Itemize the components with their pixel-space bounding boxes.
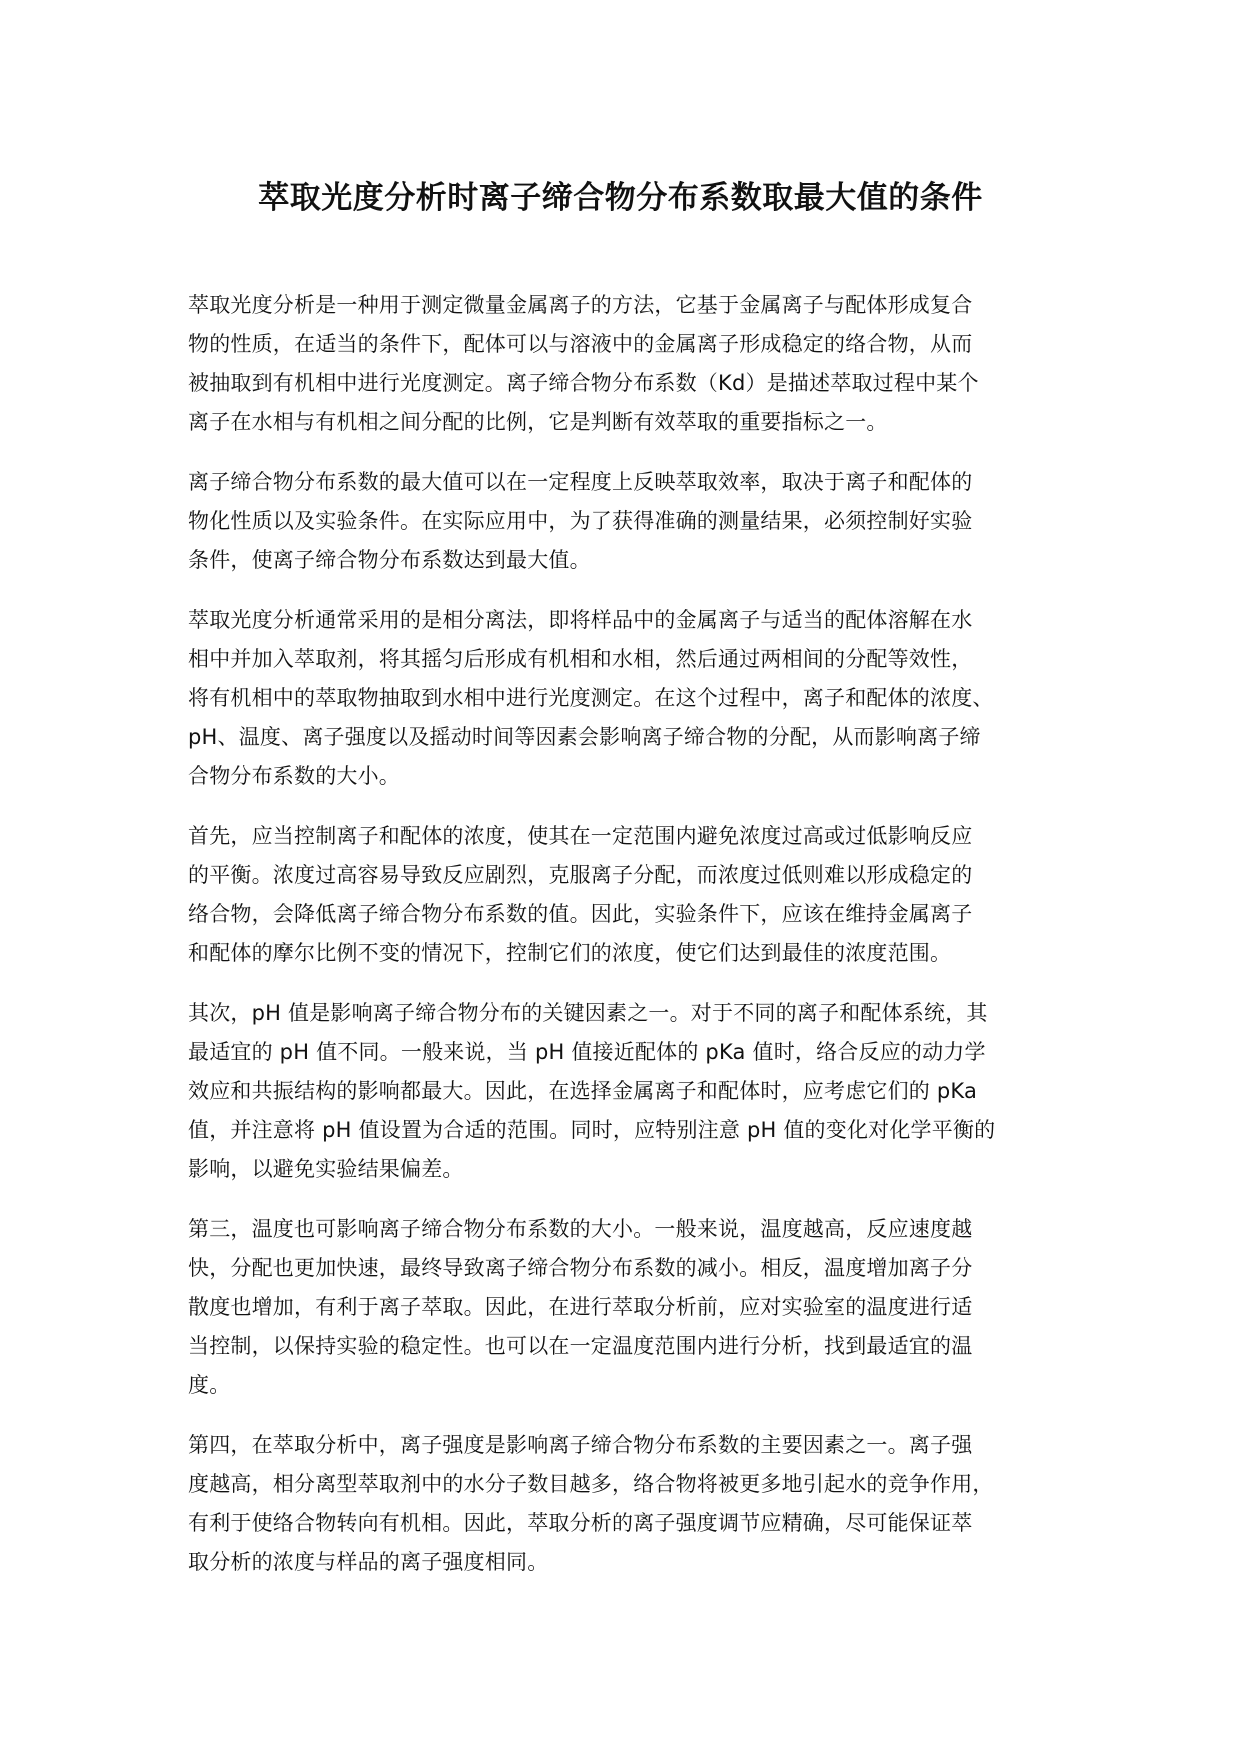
text-line: 首先，应当控制离子和配体的浓度，使其在一定范围内避免浓度过高或过低影响反应: [188, 824, 973, 848]
paragraph: [188, 994, 1068, 1189]
text-line: 的平衡。浓度过高容易导致反应剧烈，克服离子分配，而浓度过低则难以形成稳定的: [188, 863, 973, 887]
text-line: 快，分配也更加快速，最终导致离子缔合物分布系数的减小。相反，温度增加离子分: [188, 1256, 973, 1280]
text-line: 最适宜的 pH 值不同。一般来说，当 pH 值接近配体的 pKa 值时，络合反应的动力学: [188, 1040, 986, 1064]
paragraph: [188, 286, 1068, 442]
text-line: pH、温度、离子强度以及摇动时间等因素会影响离子缔合物的分配，从而影响离子缔: [188, 725, 981, 749]
text-line: 离子在水相与有机相之间分配的比例，它是判断有效萃取的重要指标之一。: [188, 410, 888, 434]
text-line: 合物分布系数的大小。: [188, 764, 400, 788]
text-line: 和配体的摩尔比例不变的情况下，控制它们的浓度，使它们达到最佳的浓度范围。: [188, 941, 952, 965]
text-line: 效应和共振结构的影响都最大。因此，在选择金属离子和配体时，应考虑它们的 pKa: [188, 1079, 978, 1103]
text-line: 有利于使络合物转向有机相。因此，萃取分析的离子强度调节应精确，尽可能保证萃: [188, 1511, 973, 1535]
text-line: 相中并加入萃取剂，将其摇匀后形成有机相和水相，然后通过两相间的分配等效性，: [188, 647, 973, 671]
text-line: 将有机相中的萃取物抽取到水相中进行光度测定。在这个过程中，离子和配体的浓度、: [188, 686, 994, 710]
text-line: 络合物，会降低离子缔合物分布系数的值。因此，实验条件下，应该在维持金属离子: [188, 902, 973, 926]
text-line: 物化性质以及实验条件。在实际应用中，为了获得准确的测量结果，必须控制好实验: [188, 509, 973, 533]
text-line: 物的性质，在适当的条件下，配体可以与溶液中的金属离子形成稳定的络合物，从而: [188, 332, 973, 356]
text-line: 取分析的浓度与样品的离子强度相同。: [188, 1550, 549, 1574]
paragraph: [188, 601, 1068, 796]
text-line: 其次，pH 值是影响离子缔合物分布的关键因素之一。对于不同的离子和配体系统，其: [188, 1001, 988, 1025]
text-line: 萃取光度分析是一种用于测定微量金属离子的方法，它基于金属离子与配体形成复合: [188, 293, 973, 317]
text-line: 离子缔合物分布系数的最大值可以在一定程度上反映萃取效率，取决于离子和配体的: [188, 470, 973, 494]
text-line: 第四，在萃取分析中，离子强度是影响离子缔合物分布系数的主要因素之一。离子强: [188, 1433, 973, 1457]
text-line: 第三，温度也可影响离子缔合物分布系数的大小。一般来说，温度越高，反应速度越: [188, 1217, 973, 1241]
text-line: 值，并注意将 pH 值设置为合适的范围。同时，应特别注意 pH 值的变化对化学平衡的: [188, 1118, 996, 1142]
text-line: 被抽取到有机相中进行光度测定。离子缔合物分布系数（Kd）是描述萃取过程中某个: [188, 371, 979, 395]
paragraph: [188, 817, 1068, 973]
text-line: 当控制，以保持实验的稳定性。也可以在一定温度范围内进行分析，找到最适宜的温: [188, 1334, 973, 1358]
paragraph: [188, 463, 1068, 580]
text-line: 条件，使离子缔合物分布系数达到最大值。: [188, 548, 591, 572]
text-line: 度越高，相分离型萃取剂中的水分子数目越多，络合物将被更多地引起水的竞争作用，: [188, 1472, 994, 1496]
paragraph: [188, 1210, 1068, 1405]
text-line: 散度也增加，有利于离子萃取。因此，在进行萃取分析前，应对实验室的温度进行适: [188, 1295, 973, 1319]
text-line: 影响，以避免实验结果偏差。: [188, 1157, 464, 1181]
paragraph: [188, 1426, 1068, 1582]
text-line: 萃取光度分析通常采用的是相分离法，即将样品中的金属离子与适当的配体溶解在水: [188, 608, 973, 632]
document-body: [188, 286, 1068, 1603]
text-line: 度。: [188, 1373, 231, 1397]
document-title: 萃取光度分析时离子缔合物分布系数取最大值的条件: [258, 180, 983, 216]
